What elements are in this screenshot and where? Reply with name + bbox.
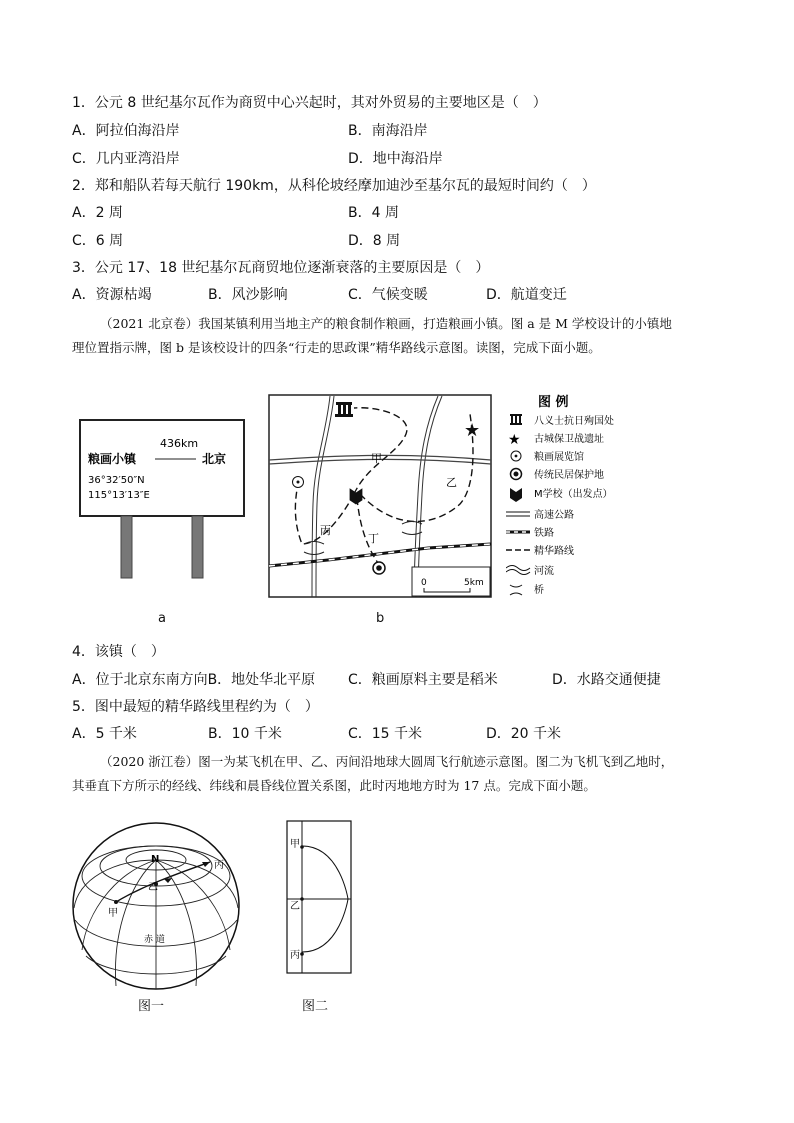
fig1-label-bing: 丙 [214,860,224,871]
legend-residence-icon [511,469,522,480]
q3-option-b: B．风沙影响 [208,287,288,303]
sign-latitude: 36°32′50″N [88,475,145,486]
q2-option-c: C．6 周 [72,233,124,249]
north-pole-label: N [151,854,160,865]
legend-item-2: 古城保卫战遗址 [534,434,604,445]
q5-stem: 5．图中最短的精华路线里程约为（ ） [72,699,319,715]
q1-option-a: A．阿拉伯海沿岸 [72,123,180,139]
sign-distance: 436km [160,437,199,450]
legend-school-icon [510,488,522,502]
fig1-label-yi: 乙 [148,882,158,893]
fig2-label-bing: 丙 [290,950,300,961]
intro2-line1: （2020 浙江卷）图一为某飞机在甲、乙、丙间沿地球大圆周飞行航迹示意图。图二为飞机飞到乙地时， [100,754,674,769]
label-bing: 丙 [320,524,331,537]
q5-option-a: A．5 千米 [72,726,137,742]
q5-option-c: C．15 千米 [348,726,423,742]
fig1-label-jia: 甲 [108,908,118,919]
legend-star-icon: ★ [508,432,521,448]
q3-stem: 3．公元 17、18 世纪基尔瓦商贸地位逐渐衰落的主要原因是（ ） [72,260,490,276]
legend-item-4: 传统民居保护地 [534,470,604,481]
figure-a-sign [78,418,248,580]
q2-stem: 2．郑和船队若每天航行 190km，从科伦坡经摩加迪沙至基尔瓦的最短时间约（ ） [72,178,596,194]
star-icon: ★ [464,420,481,441]
label-ding: 丁 [368,532,379,545]
q1-option-b: B．南海沿岸 [348,123,428,139]
legend-item-10: 桥 [534,585,544,596]
intro-2021-beijing [72,312,732,360]
q2-option-b: B．4 周 [348,205,399,221]
legend-exhibition-icon [511,451,521,461]
sign-longitude: 115°13′13″E [88,490,150,501]
fig2-point-jia [300,845,304,849]
intro1-line1: （2021 北京卷）我国某镇利用当地主产的粮食制作粮画，打造粮画小镇。图 a 是 M 学校设计的小镇地 [100,316,672,331]
scale-length: 5km [464,578,484,588]
sign-city: 北京 [202,452,227,466]
map-legend [506,392,646,602]
sign-post-right [192,516,203,578]
fig2-label-jia: 甲 [290,839,300,850]
q5-option-d: D．20 千米 [486,726,562,742]
intro2-line2: 其垂直下方所示的经线、纬线和晨昏线位置关系图，此时丙地地方时为 17 点。完成下面小题。 [72,778,596,793]
legend-item-7: 铁路 [534,528,554,539]
label-jia: 甲 [371,452,382,465]
q2-option-a: A．2 周 [72,205,123,221]
legend-river-icon [506,566,530,575]
q1-stem: 1．公元 8 世纪基尔瓦作为商贸中心兴起时，其对外贸易的主要地区是（ ） [72,95,547,111]
equator-label: 赤 道 [144,935,165,945]
q4-option-ab: A．位于北京东南方向B．地处华北平原 [72,672,316,688]
q3-option-a: A．资源枯竭 [72,287,152,303]
q1-option-c: C．几内亚湾沿岸 [72,151,180,167]
legend-bridge-icon [510,585,522,595]
exhibition-hall-icon [293,477,304,488]
intro-2020-zhejiang [72,750,732,798]
intro1-line2: 理位置指示牌，图 b 是该校设计的四条“行走的思政课”精华路线示意图。读图，完成下面小题。 [72,340,601,355]
figure-2-diagram [286,820,354,976]
legend-item-8: 精华路线 [534,546,574,557]
legend-monument-icon [510,414,522,425]
legend-highway-icon [506,512,530,516]
caption-fig1: 图一 [138,999,165,1014]
q1-option-d: D．地中海沿岸 [348,151,443,167]
caption-fig2: 图二 [302,999,329,1014]
q5-option-b: B．10 千米 [208,726,282,742]
legend-item-9: 河流 [534,566,554,577]
legend-item-1: 八义士抗日殉国处 [534,416,614,427]
legend-title: 图 例 [538,395,569,410]
sign-board [80,420,244,516]
legend-item-5: M学校（出发点） [534,489,613,500]
legend-item-6: 高速公路 [534,510,574,521]
fig2-label-yi: 乙 [290,901,300,912]
label-yi: 乙 [446,476,457,489]
sign-post-left [121,516,132,578]
scale-zero: 0 [421,578,427,588]
residence-icon [373,562,385,574]
caption-b: b [376,611,385,626]
q3-option-c: C．气候变暖 [348,287,428,303]
caption-a: a [158,611,166,626]
fig2-point-bing [300,952,304,956]
figure-1-globe [72,820,244,992]
legend-item-3: 粮画展览馆 [534,452,584,463]
q3-option-d: D．航道变迁 [486,287,567,303]
sign-town: 粮画小镇 [88,452,137,466]
q2-option-d: D．8 周 [348,233,401,249]
point-jia [114,900,118,904]
q4-stem: 4．该镇（ ） [72,644,165,660]
figure-b-map [268,394,494,600]
fig2-point-yi [300,897,304,901]
q4-option-d: D．水路交通便捷 [552,672,661,688]
q4-option-c: C．粮画原料主要是稻米 [348,672,498,688]
